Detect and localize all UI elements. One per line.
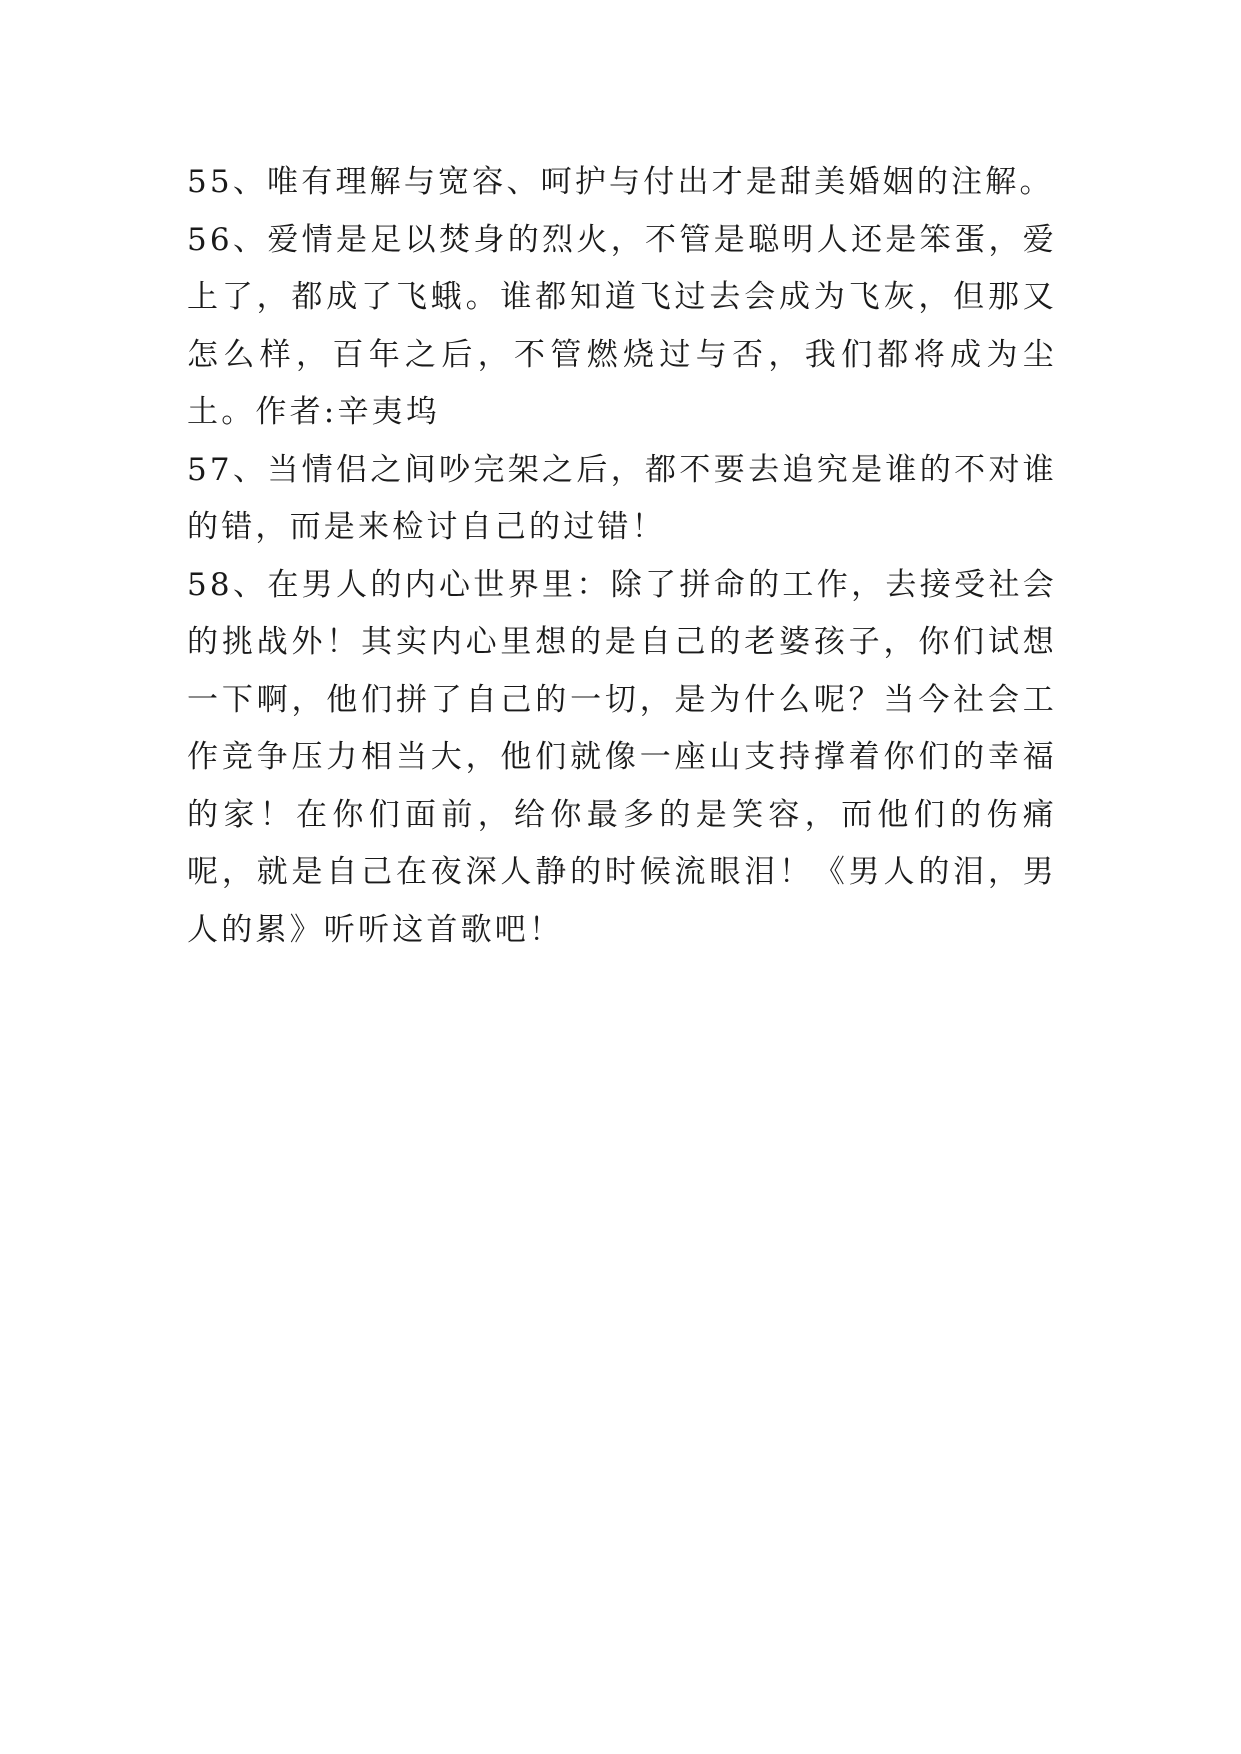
paragraph-56: 56、爱情是足以焚身的烈火，不管是聪明人还是笨蛋，爱上了，都成了飞蛾。谁都知道飞过去会成为飞灰，但那又怎么样，百年之后，不管燃烧过与否，我们都将成为尘土。作者:辛夷坞	[187, 221, 1057, 430]
paragraph-58: 58、在男人的内心世界里：除了拼命的工作，去接受社会的挑战外！其实内心里想的是自己的老婆孩子，你们试想一下啊，他们拼了自己的一切，是为什么呢？当今社会工作竞争压力相当大，他们就像一座山支持撑着你们的幸福的家！在你们面前，给你最多的是笑容，而他们的伤痛呢，就是自己在夜深人静的时候流眼泪！《男人的泪，男人的累》听听这首歌吧！	[187, 566, 1057, 948]
document-body	[187, 154, 1057, 959]
paragraph-57: 57、当情侣之间吵完架之后，都不要去追究是谁的不对谁的错，而是来检讨自己的过错！	[187, 451, 1057, 545]
paragraph-55: 55、唯有理解与宽容、呵护与付出才是甜美婚姻的注解。	[187, 164, 1054, 200]
